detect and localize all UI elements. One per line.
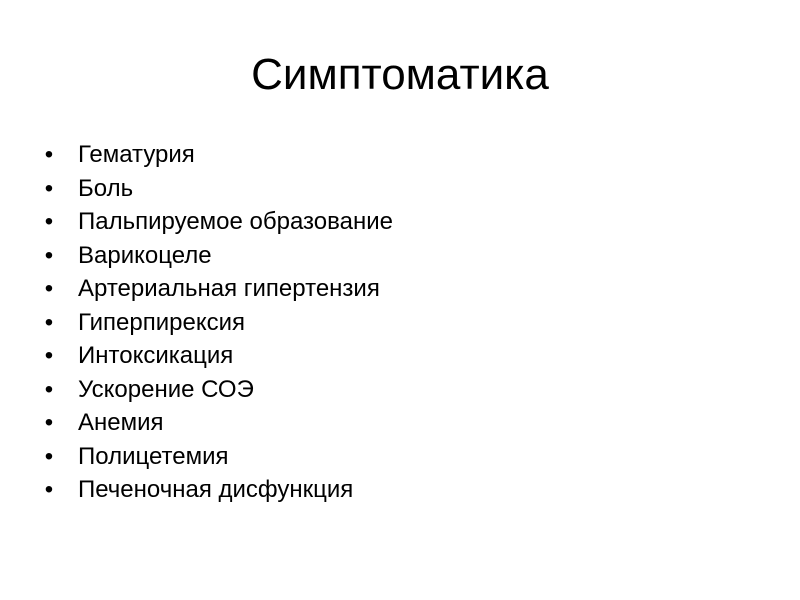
bullet-icon: • (44, 275, 54, 302)
bullet-icon: • (44, 174, 54, 202)
bullet-icon: • (44, 241, 54, 269)
bullet-icon: • (44, 308, 54, 336)
list-item-text: Ускорение СОЭ (78, 375, 254, 403)
bullet-icon: • (44, 141, 54, 168)
bullet-icon: • (44, 476, 54, 503)
list-item-text: Пальпируемое образование (78, 208, 393, 235)
slide-title: Симптоматика (251, 50, 549, 99)
bullet-icon: • (44, 375, 54, 403)
list-item-text: Гематурия (78, 141, 195, 168)
list-item-text: Гиперпирексия (78, 308, 246, 336)
bullet-icon: • (44, 208, 54, 235)
list-item-text: Анемия (78, 409, 164, 436)
list-item-text: Боль (78, 174, 134, 202)
list-item-text: Полицетемия (78, 442, 229, 470)
bullet-icon: • (44, 342, 54, 369)
bullet-icon: • (44, 409, 54, 436)
list-item-text: Интоксикация (78, 342, 234, 369)
list-item-text: Артериальная гипертензия (78, 275, 380, 302)
list-item-text: Варикоцеле (78, 241, 212, 269)
bullet-icon: • (44, 442, 54, 470)
list-item-text: Печеночная дисфункция (78, 476, 354, 503)
